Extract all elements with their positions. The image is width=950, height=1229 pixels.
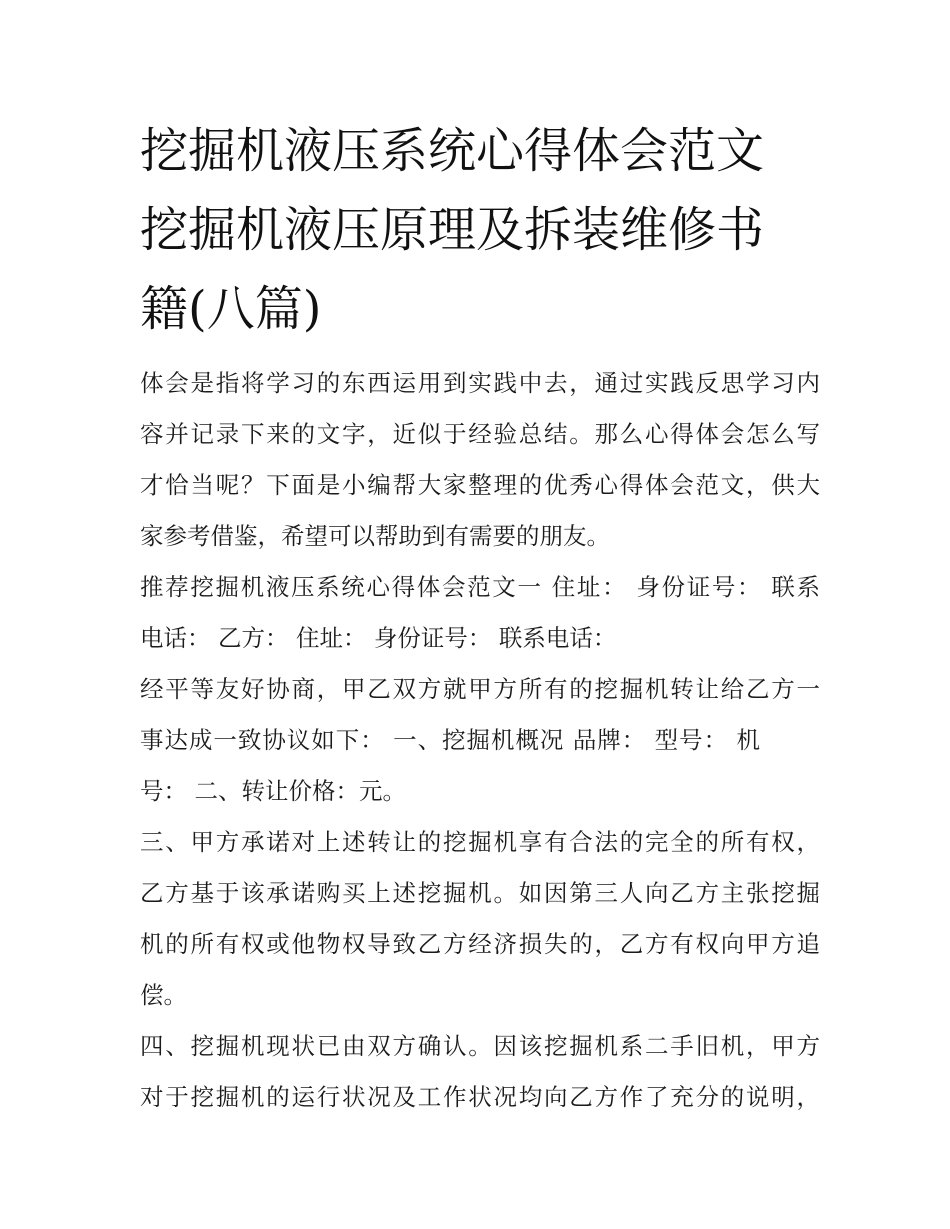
body-line-13: 偿。 xyxy=(140,981,187,1009)
document-title xyxy=(140,112,820,349)
title-line-1: 挖掘机液压系统心得体会范文 xyxy=(140,123,765,179)
document-body xyxy=(140,358,820,1123)
body-line-4: 家参考借鉴，希望可以帮助到有需要的朋友。 xyxy=(140,522,610,550)
body-line-11: 乙方基于该承诺购买上述挖掘机。如因第三人向乙方主张挖掘 xyxy=(140,879,820,907)
body-line-9: 号： 二、转让价格：元。 xyxy=(140,777,406,805)
title-line-3: 籍(八篇) xyxy=(140,281,322,337)
title-line-2: 挖掘机液压原理及拆装维修书 xyxy=(140,202,765,258)
body-line-6: 电话： 乙方： 住址： 身份证号： 联系电话： xyxy=(140,624,617,652)
body-line-15: 对于挖掘机的运行状况及工作状况均向乙方作了充分的说明， xyxy=(140,1083,820,1111)
body-line-14: 四、挖掘机现状已由双方确认。因该挖掘机系二手旧机，甲方 xyxy=(140,1032,820,1060)
body-line-12: 机的所有权或他物权导致乙方经济损失的，乙方有权向甲方追 xyxy=(140,930,820,958)
body-line-3: 才恰当呢？下面是小编帮大家整理的优秀心得体会范文，供大 xyxy=(140,471,820,499)
body-line-1: 体会是指将学习的东西运用到实践中去，通过实践反思学习内 xyxy=(140,369,820,397)
body-line-8: 事达成一致协议如下： 一、挖掘机概况 品牌： 型号： 机 xyxy=(140,726,760,754)
body-line-10: 三、甲方承诺对上述转让的挖掘机享有合法的完全的所有权， xyxy=(140,828,820,856)
body-line-2: 容并记录下来的文字，近似于经验总结。那么心得体会怎么写 xyxy=(140,420,820,448)
body-line-7: 经平等友好协商，甲乙双方就甲方所有的挖掘机转让给乙方一 xyxy=(140,675,820,703)
body-line-5: 推荐挖掘机液压系统心得体会范文一 住址： 身份证号： 联系 xyxy=(140,573,820,601)
